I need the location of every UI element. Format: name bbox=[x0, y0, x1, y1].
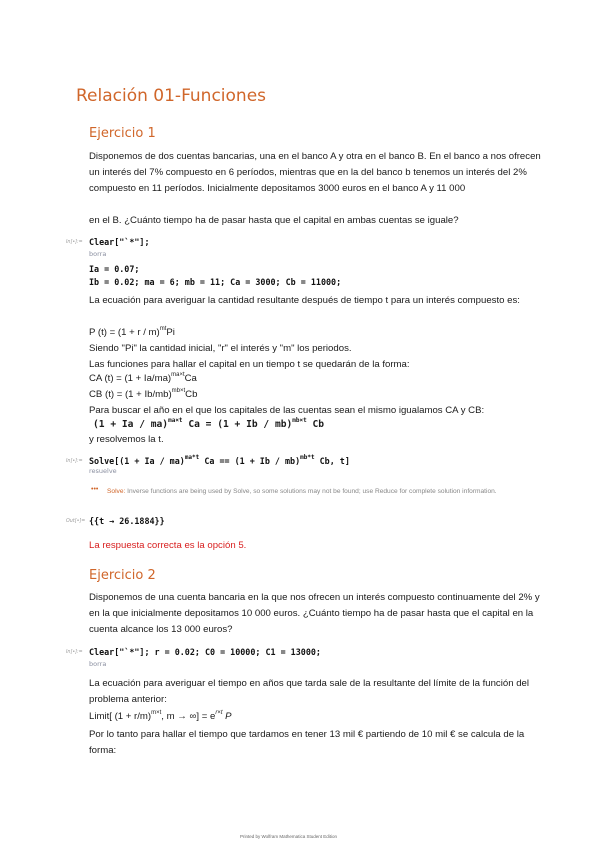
ex2-paragraph-2: La ecuación para averiguar el tiempo en años que tarda sale de la resultante del límite de la función del problema anterior: bbox=[89, 678, 529, 705]
ex1-solve-input-label: In[•]:= bbox=[66, 459, 83, 464]
ex1-formula-p: P $(t) = (1 + r / m)^{mt}Pi$ bbox=[89, 326, 175, 338]
ex1-input-label: In[•]:= bbox=[66, 240, 83, 245]
ex1-paragraph-1: Disponemos de dos cuentas bancarias, una en el banco A y otra en el banco B. En el banco a nos ofrecen un interés del 7% compuesto en 6 períodos, mientras que en la del banco b tenemos un interés del 2% compuesto en 11 períodos. Inicialmente depositamos 3000 euros en el banco A y 11 000 bbox=[89, 151, 541, 194]
ex2-formula-limit: Limit[ $(1 + r/m)^{m\times t}$, m → ∞] = $e^{r\times t}$ P bbox=[89, 710, 232, 722]
ex2-input-label: In[•]:= bbox=[66, 650, 83, 655]
ex1-paragraph-5: Para buscar el año en el que los capitales de las cuentas sean el mismo igualamos CA y CB: bbox=[89, 405, 485, 416]
ex1-solve-message: Solve: Inverse functions are being used by Solve, so some solutions may not be found; use Reduce for complete solution information. bbox=[107, 488, 497, 495]
ex2-paragraph-1: Disponemos de una cuenta bancaria en la que nos ofrecen un interés compuesto continuamente del 2% y en la que inicialmente depositamos 10 000 euros. ¿Cuánto tiempo ha de pasar hasta que el capital en la cuenta alcance los 13 000 euros? bbox=[89, 592, 540, 635]
ex1-output: {{t → 26.1884}} bbox=[89, 516, 165, 526]
ex1-formula-cb: CB $(t) = (1 + Ib/mb)^{mb\times t}Cb$ bbox=[89, 388, 198, 400]
ex1-formula-equal: (1 + Ia / ma)$^{ma\times t}$ Ca = (1 + Ib / mb)$^{mb\times t}$ Cb bbox=[93, 417, 325, 430]
ex1-paragraph-2: La ecuación para averiguar la cantidad resultante después de tiempo t para un interés compuesto es: bbox=[89, 295, 520, 306]
page-title: Relación 01-Funciones bbox=[76, 86, 267, 106]
ex1-paragraph-3: Siendo "Pi" la cantidad inicial, "r" el interés y "m" los periodos. bbox=[89, 343, 352, 354]
warning-dots-icon[interactable]: ••• bbox=[91, 486, 99, 493]
ex1-code-ib[interactable]: Ib = 0.02; ma = 6; mb = 11; Ca = 3000; Cb = 11000; bbox=[89, 277, 342, 287]
ex1-code-ia[interactable]: Ia = 0.07; bbox=[89, 264, 140, 274]
ex1-code-clear[interactable]: Clear["`*"]; bbox=[89, 237, 150, 247]
ex2-code-clear[interactable]: Clear["`*"]; r = 0.02; C0 = 10000; C1 = 13000; bbox=[89, 647, 321, 657]
ex1-code-solve[interactable]: Solve[(1 + Ia / ma)$^{ma*t}$ Ca == (1 + Ib / mb)$^{mb*t}$ Cb, t] bbox=[89, 454, 350, 466]
ex2-paragraph-3: Por lo tanto para hallar el tiempo que tardamos en tener 13 mil € partiendo de 10 mil € se calcula de la forma: bbox=[89, 729, 525, 756]
footer: Printed by Wolfram Mathematica Student Edition bbox=[240, 834, 337, 839]
ex1-paragraph-4: Las funciones para hallar el capital en un tiempo t se quedarán de la forma: bbox=[89, 359, 410, 370]
ex2-borra-hint[interactable]: borra bbox=[89, 660, 107, 668]
ex1-borra-hint[interactable]: borra bbox=[89, 250, 107, 258]
ex1-paragraph-1b: en el B. ¿Cuánto tiempo ha de pasar hasta que el capital en ambas cuentas se iguale? bbox=[89, 215, 459, 226]
ex1-output-label: Out[•]= bbox=[66, 519, 86, 524]
ex1-paragraph-6: y resolvemos la t. bbox=[89, 434, 164, 445]
ex1-resuelve-hint[interactable]: resuelve bbox=[89, 467, 117, 475]
ex2-heading: Ejercicio 2 bbox=[89, 568, 156, 583]
ex1-heading: Ejercicio 1 bbox=[89, 126, 156, 141]
ex1-answer: La respuesta correcta es la opción 5. bbox=[89, 540, 247, 551]
ex1-formula-ca: CA $(t) = (1 + Ia/ma)^{ma\times t}Ca$ bbox=[89, 372, 197, 384]
